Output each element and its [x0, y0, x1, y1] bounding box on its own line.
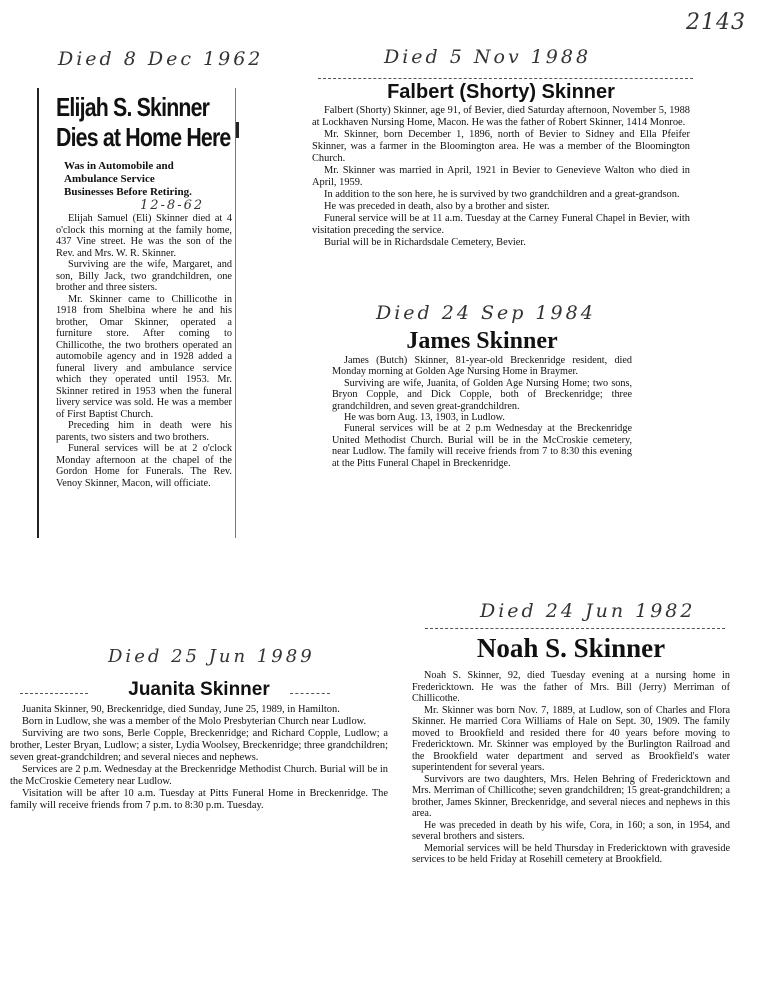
james-paragraph: Surviving are wife, Juanita, of Golden Age Nursing Home; two sons, Bryon Copple, and Dick Copple, both of Breckenridge; three grandchildren, and seven great-grandchildren. — [332, 377, 632, 412]
james-headline: James Skinner — [406, 328, 558, 354]
noah-paragraph: Mr. Skinner was born Nov. 7, 1889, at Ludlow, son of Charles and Flora Skinner. He married Cora Williams of Hale on Sept. 30, 1909. The family moved to Brookfield and resided there for 40 years before moving to Fredericktown. Mr. Skinner was employed by the Burlington Railroad and the Brookfield water department and served as Brookfield's water superintendent for several years. — [412, 704, 730, 773]
elijah-right-mark — [236, 122, 239, 138]
juanita-handwritten-date: Died 25 Jun 1989 — [108, 646, 315, 667]
falbert-body — [312, 105, 690, 249]
falbert-handwritten-date: Died 5 Nov 1988 — [384, 46, 592, 68]
noah-handwritten-date: Died 24 Jun 1982 — [480, 600, 696, 622]
noah-clipping — [412, 632, 730, 866]
noah-headline: Noah S. Skinner — [476, 633, 666, 663]
noah-body — [412, 670, 730, 866]
noah-top-rule — [425, 628, 725, 629]
elijah-paragraph: Mr. Skinner came to Chillicothe in 1918 from Shelbina where he and his brother, Omar Skinner, operated a furniture store. After coming to Chillicothe, the two brothers operated an automobile agency and in 1928 added a funeral livery and ambulance service which they operated until 1953. Mr. Skinner retired in 1953 when the funeral livery service was sold. He was a member of First Baptist Church. — [56, 293, 232, 420]
juanita-clipping — [10, 678, 388, 812]
elijah-subhead-3: Businesses Before Retiring. — [64, 186, 192, 198]
elijah-paragraph: Funeral services will be at 2 o'clock Monday afternoon at the chapel of the Gordon Home for Funerals. The Rev. Venoy Skinner, Macon, will officiate. — [56, 443, 232, 489]
james-clipping — [332, 328, 632, 469]
james-handwritten-date: Died 24 Sep 1984 — [376, 302, 596, 324]
elijah-body — [56, 213, 232, 489]
elijah-paragraph: Elijah Samuel (Eli) Skinner died at 4 o'clock this morning at the family home, 437 Vine street. He was the son of the Rev. and Mrs. W. R. Skinner. — [56, 213, 232, 259]
falbert-paragraph: Falbert (Shorty) Skinner, age 91, of Bevier, died Saturday afternoon, November 5, 1988 at Lockhaven Nursing Home, Macon. He was the father of Robert Skinner, 1414 Monroe. — [312, 105, 690, 128]
elijah-subhead — [56, 160, 232, 199]
elijah-subhead-2: Ambulance Service — [64, 173, 155, 185]
juanita-paragraph: Juanita Skinner, 90, Breckenridge, died Sunday, June 25, 1989, in Hamilton. — [22, 704, 340, 715]
noah-paragraph: Noah S. Skinner, 92, died Tuesday evening at a nursing home in Fredericktown. He was the father of Mrs. Bill (Jerry) Merriman of Chillicothe. — [412, 670, 730, 704]
falbert-clipping — [312, 80, 690, 249]
page-number: 2143 — [686, 10, 746, 35]
elijah-handwritten-date: Died 8 Dec 1962 — [58, 48, 264, 70]
elijah-left-rule — [37, 88, 39, 538]
falbert-paragraph: Burial will be in Richardsdale Cemetery, Bevier. — [324, 237, 526, 248]
elijah-paragraph: Surviving are the wife, Margaret, and son, Billy Jack, two grandchildren, one brother and three sisters. — [56, 259, 232, 293]
james-paragraph: Funeral services will be at 2 p.m Wednesday at the Breckenridge United Methodist Church. Burial will be in the McCroskie cemetery, near Ludlow. The family will receive friends from 7 to 8:30 this evening at the Pitts Funeral Chapel in Breckenridge. — [332, 423, 632, 469]
falbert-paragraph: He was preceded in death, also by a brother and sister. — [324, 201, 550, 212]
noah-paragraph: Memorial services will be held Thursday in Fredericktown with graveside services to be held Friday at Rosehill cemetery at Brookfield. — [412, 842, 730, 865]
falbert-headline: Falbert (Shorty) Skinner — [387, 81, 615, 103]
juanita-body — [10, 704, 388, 812]
falbert-paragraph: Mr. Skinner was married in April, 1921 in Bevier to Genevieve Walton who died in April, 1959. — [312, 165, 690, 188]
james-paragraph: James (Butch) Skinner, 81-year-old Breckenridge resident, died Monday morning at Golden Age Nursing Home in Braymer. — [332, 355, 632, 378]
falbert-paragraph: In addition to the son here, he is survived by two grandchildren and a great-grandson. — [324, 189, 680, 200]
juanita-headline: Juanita Skinner — [128, 679, 270, 700]
falbert-top-rule — [318, 78, 693, 79]
falbert-paragraph: Mr. Skinner, born December 1, 1896, north of Bevier to Sidney and Ella Pfeifer Skinner, was a farmer in the Bloomington area. He was a member of the Bloomington Church. — [312, 129, 690, 164]
elijah-headline-2: Dies at Home Here — [56, 122, 231, 152]
juanita-paragraph: Born in Ludlow, she was a member of the Molo Presbyterian Church near Ludlow. — [22, 716, 367, 727]
juanita-paragraph: Surviving are two sons, Berle Copple, Breckenridge; and Richard Copple, Ludlow; a brother, Lester Bryan, Ludlow; a sister, Lydia Woolsey, Breckenridge; three grandchildren; seven great-grandchildren; and several nieces and nephews. — [10, 728, 388, 763]
falbert-paragraph: Funeral service will be at 11 a.m. Tuesday at the Carney Funeral Chapel in Bevier, with visitation preceding the service. — [312, 213, 690, 236]
james-body — [332, 355, 632, 469]
elijah-headline-1: Elijah S. Skinner — [56, 92, 210, 122]
noah-paragraph: Survivors are two daughters, Mrs. Helen Behring of Fredericktown and Mrs. Merriman of Chillicothe; seven grandchildren; 15 great-grandchildren; a brother, James Skinner, Breckenridge, and several nieces and nephews in this area. — [412, 773, 730, 819]
elijah-right-rule — [235, 88, 236, 538]
juanita-paragraph: Services are 2 p.m. Wednesday at the Breckenridge Methodist Church. Burial will be in the McCroskie Cemetery near Ludlow. — [10, 764, 388, 787]
elijah-paragraph: Preceding him in death were his parents, two sisters and two brothers. — [56, 420, 232, 443]
juanita-paragraph: Visitation will be after 10 a.m. Tuesday at Pitts Funeral Home in Breckenridge. The family will receive friends from 7 p.m. to 8:30 p.m. Tuesday. — [10, 788, 388, 811]
james-paragraph: He was born Aug. 13, 1903, in Ludlow. — [344, 412, 505, 424]
elijah-subhead-1: Was in Automobile and — [64, 160, 174, 172]
noah-paragraph: He was preceded in death by his wife, Cora, in 160; a son, in 1954, and several brothers and sisters. — [412, 819, 730, 842]
elijah-clipping — [56, 92, 232, 489]
elijah-handwritten-note: 12-8-62 — [140, 198, 205, 213]
